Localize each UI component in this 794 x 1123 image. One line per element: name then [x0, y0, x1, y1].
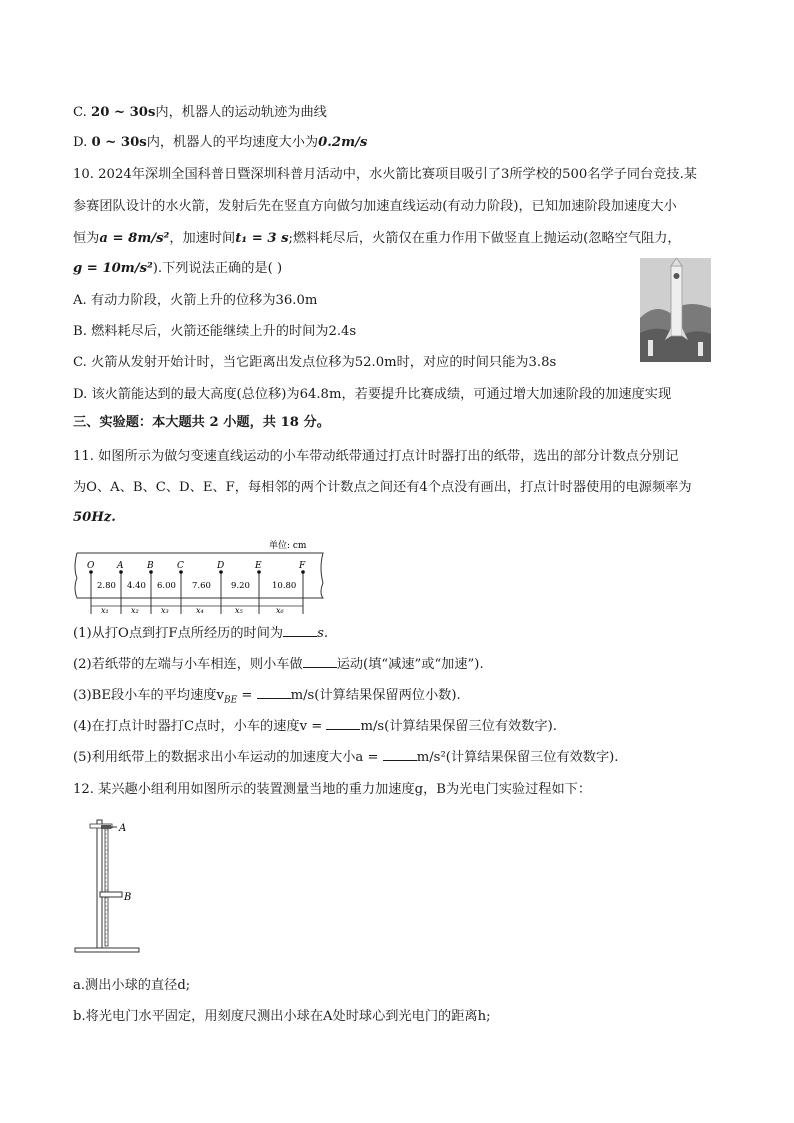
q10-stem-line1: 10. 2024年深圳全国科普日暨深圳科普月活动中，水火箭比赛项目吸引了3所学校的500名学子同台竞技.某 [73, 167, 697, 182]
q11-sub3-blank[interactable] [257, 686, 291, 699]
q9-option-d [73, 134, 367, 152]
q11-sub3-subscript: BE [223, 695, 238, 706]
q10-stem-line2: 参赛团队设计的水火箭，发射后先在竖直方向做匀加速直线运动(有动力阶段)，已知加速阶段加速度大小 [73, 199, 677, 214]
q12-step-a: a.测出小球的直径d; [73, 978, 191, 993]
q9-option-c-prefix: C. [73, 105, 92, 120]
photogate-b [100, 892, 122, 897]
q9-option-c [73, 104, 327, 122]
q12-stem: 12. 某兴趣小组利用如图所示的装置测量当地的重力加速度g，B为光电门实验过程如下： [73, 782, 592, 797]
tape-points-group [87, 561, 306, 615]
tape-distance-3: 6.00 [157, 581, 176, 591]
stand-rod [97, 820, 102, 948]
stand-base [75, 948, 139, 952]
q9-option-d-text: 内，机器人的平均速度大小为 [146, 135, 319, 150]
q11-sub1-unit: s. [317, 626, 329, 641]
q11-sub5 [73, 748, 618, 767]
clamp-a [101, 825, 111, 829]
q9-option-d-prefix: D. [73, 135, 92, 150]
q11-sub2-blank[interactable] [303, 655, 337, 668]
tape-label-A: A [117, 561, 124, 571]
tape-label-F: F [299, 561, 306, 571]
tape-distance-2: 4.40 [127, 581, 146, 591]
tape-label-E: E [255, 561, 262, 571]
tape-label-D: D [217, 561, 225, 571]
photogate-stand-figure [73, 812, 193, 960]
label-b: B [124, 892, 132, 903]
tape-unit-label: 单位: cm [269, 541, 307, 551]
paper-tape-figure [73, 538, 333, 618]
tape-segment-3: x₃ [161, 606, 169, 615]
tape-segment-2: x₂ [131, 606, 139, 615]
q11-sub3-text: (3)BE段小车的平均速度v [73, 688, 224, 703]
q10-option-a: A. 有动力阶段，火箭上升的位移为36.0m [73, 293, 318, 308]
q11-sub1 [73, 624, 328, 643]
q11-sub4-text: (4)在打点计时器打C点时，小车的速度v = [73, 719, 327, 734]
q11-sub4-unit: m/s(计算结果保留三位有效数字). [360, 719, 557, 734]
q11-sub5-blank[interactable] [383, 748, 417, 761]
rocket-photo-drawing [640, 258, 711, 362]
q11-sub4 [73, 717, 557, 736]
q10-gravity-math: g = 10m/s² [73, 261, 153, 276]
q11-sub2-hint: 运动(填“减速”或“加速”). [336, 657, 484, 672]
label-a: A [119, 823, 127, 834]
tape-label-C: C [177, 561, 184, 571]
tape-segment-4: x₄ [196, 606, 204, 615]
q10-text: ，加速时间 [169, 231, 236, 246]
tape-label-O: O [87, 561, 95, 571]
q11-sub1-blank[interactable] [283, 624, 317, 637]
q11-stem-line3: 50Hz. [73, 510, 116, 525]
q11-sub2 [73, 655, 484, 674]
q10-accel-math: a = 8m/s² [99, 231, 170, 246]
tape-label-B: B [147, 561, 154, 571]
q11-sub4-blank[interactable] [326, 717, 360, 730]
q11-sub5-text: (5)利用纸带上的数据求出小车运动的加速度大小a = [73, 750, 383, 765]
q9-option-d-value: 0.2m/s [318, 135, 368, 150]
tape-distance-6: 10.80 [272, 581, 297, 591]
q9-option-d-math: 0 ~ 30s [91, 135, 147, 150]
q11-sub2-text: (2)若纸带的左端与小车相连，则小车做 [73, 657, 303, 672]
rocket-photo [640, 258, 711, 362]
q11-sub3 [73, 686, 461, 710]
q10-text: ;燃料耗尽后，火箭仅在重力作用下做竖直上抛运动(忽略空气阻力， [288, 231, 681, 246]
tape-distance-5: 9.20 [231, 581, 250, 591]
section-3-heading: 三、实验题：本大题共 2 小题，共 18 分。 [73, 415, 330, 430]
q11-sub3-unit: m/s(计算结果保留两位小数). [290, 688, 461, 703]
tape-distance-4: 7.60 [192, 581, 211, 591]
q10-time-math: t₁ = 3 s [235, 231, 289, 246]
tape-segment-6: x₆ [276, 606, 284, 615]
q10-text: 恒为 [73, 231, 100, 246]
q11-stem-line2: 为O、A、B、C、D、E、F，每相邻的两个计数点之间还有4个点没有画出，打点计时器使用的电源频率为 [73, 480, 692, 495]
q11-sub1-text: (1)从打O点到打F点所经历的时间为 [73, 626, 284, 641]
q10-option-d: D. 该火箭能达到的最大高度(总位移)为64.8m，若要提升比赛成绩，可通过增大加速阶段的加速度实现 [73, 387, 672, 402]
q11-sub3-eq: = [237, 688, 257, 703]
q10-option-b: B. 燃料耗尽后，火箭还能继续上升的时间为2.4s [73, 324, 357, 339]
tape-segment-1: x₁ [101, 606, 109, 615]
q10-text: ).下列说法正确的是( ) [152, 261, 283, 276]
q10-stem-line4 [73, 260, 282, 278]
q10-option-c: C. 火箭从发射开始计时，当它距离出发点位移为52.0m时，对应的时间只能为3.8s [73, 355, 557, 370]
tape-segment-5: x₅ [235, 606, 243, 615]
q12-step-b: b.将光电门水平固定，用刻度尺测出小球在A处时球心到光电门的距离h; [73, 1009, 491, 1024]
q11-sub5-unit: m/s²(计算结果保留三位有效数字). [416, 750, 619, 765]
tape-distance-1: 2.80 [97, 581, 116, 591]
q9-option-c-math: 20 ~ 30s [91, 105, 156, 120]
q9-option-c-text: 内，机器人的运动轨迹为曲线 [155, 105, 327, 120]
q10-stem-line3 [73, 230, 681, 248]
q11-stem-line1: 11. 如图所示为做匀变速直线运动的小车带动纸带通过打点计时器打出的纸带，选出的部分计数点分别记 [73, 449, 679, 464]
